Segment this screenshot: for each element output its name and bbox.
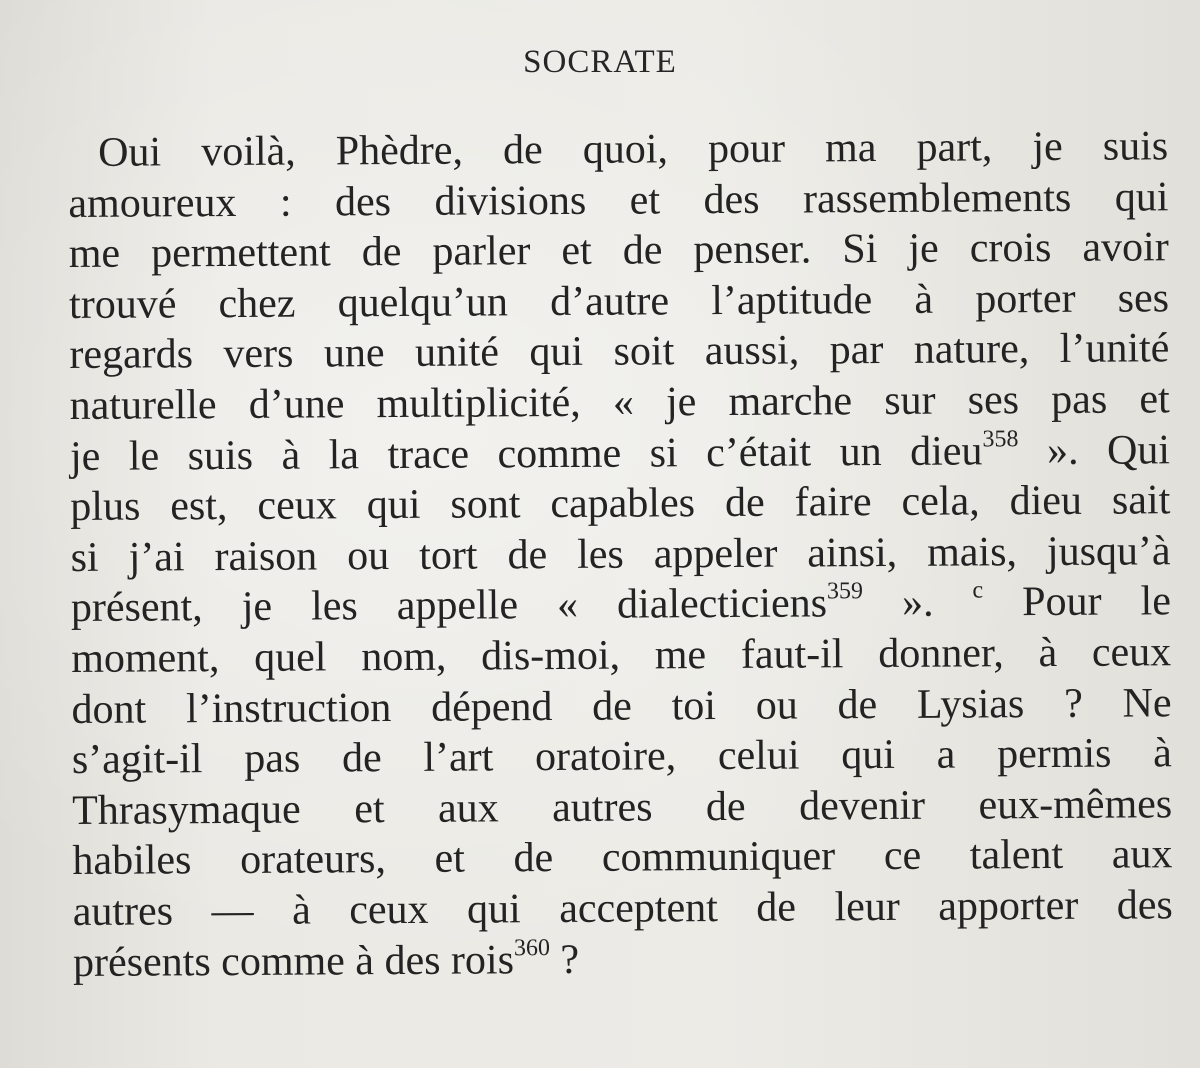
bleed-through-text-top bbox=[40, 0, 1200, 40]
text-line bbox=[70, 475, 1170, 532]
bleed-through-text-bottom bbox=[1070, 1020, 1200, 1068]
text-segment: naturelle d’une multiplicité, « je marche sur ses pas et bbox=[69, 376, 1170, 429]
text-segment: je le suis à la trace comme si c’était un dieu bbox=[69, 427, 983, 480]
footnote-reference: 360 bbox=[513, 934, 550, 961]
text-line bbox=[69, 324, 1169, 381]
text-segment: Oui voilà, Phèdre, de quoi, pour ma part, je suis bbox=[98, 123, 1169, 176]
text-segment: si j’ai raison ou tort de les appeler ainsi, mais, jusqu’à bbox=[70, 528, 1171, 581]
text-line bbox=[69, 222, 1169, 279]
text-line bbox=[72, 830, 1172, 887]
text-segment: me permettent de parler et de penser. Si je crois avoir bbox=[68, 224, 1169, 278]
text-segment: dont l’instruction dépend de toi ou de Lysias ? Ne bbox=[71, 679, 1172, 733]
text-segment: regards vers une unité qui soit aussi, par nature, l’unité bbox=[69, 325, 1170, 379]
text-segment: s’agit-il pas de l’art oratoire, celui qui a permis à bbox=[71, 730, 1172, 784]
text-line bbox=[70, 374, 1170, 431]
text-line bbox=[73, 931, 1173, 988]
text-segment: ? bbox=[549, 936, 580, 983]
text-line bbox=[71, 627, 1171, 684]
dialogue-paragraph bbox=[68, 121, 1173, 988]
text-segment: amoureux : des divisions et des rassemblements qui bbox=[68, 173, 1169, 227]
footnote-reference: 358 bbox=[982, 425, 1019, 452]
text-line bbox=[68, 121, 1168, 178]
text-segment: ». Qui bbox=[1018, 426, 1171, 474]
section-marker: c bbox=[972, 577, 984, 604]
text-line bbox=[72, 728, 1172, 785]
text-segment: habiles orateurs, et de communiquer ce talent aux bbox=[72, 831, 1173, 885]
text-segment: ». bbox=[862, 579, 973, 627]
text-segment: moment, quel nom, dis-moi, me faut-il donner, à ceux bbox=[71, 629, 1172, 682]
text-line bbox=[69, 273, 1169, 330]
footnote-reference: 359 bbox=[826, 578, 863, 605]
text-line bbox=[70, 425, 1170, 482]
text-segment: présents comme à des rois bbox=[72, 936, 515, 986]
speaker-heading: SOCRATE bbox=[523, 44, 677, 80]
text-segment: Pour le bbox=[983, 578, 1172, 626]
text-line bbox=[71, 678, 1171, 735]
text-line bbox=[71, 577, 1171, 634]
text-line bbox=[70, 526, 1170, 583]
text-segment: Thrasymaque et aux autres de devenir eux-mêmes bbox=[72, 780, 1173, 834]
text-segment: trouvé chez quelqu’un d’autre l’aptitude à porter ses bbox=[68, 275, 1170, 328]
text-segment: autres — à ceux qui acceptent de leur apporter des bbox=[72, 882, 1173, 935]
bleed-through-text-left bbox=[0, 880, 60, 1068]
text-line bbox=[72, 779, 1172, 836]
text-segment: présent, je les appelle « dialecticiens bbox=[70, 580, 828, 632]
text-segment: plus est, ceux qui sont capables de faire cela, dieu sait bbox=[70, 477, 1171, 531]
text-line bbox=[68, 172, 1168, 229]
text-line bbox=[73, 880, 1173, 937]
